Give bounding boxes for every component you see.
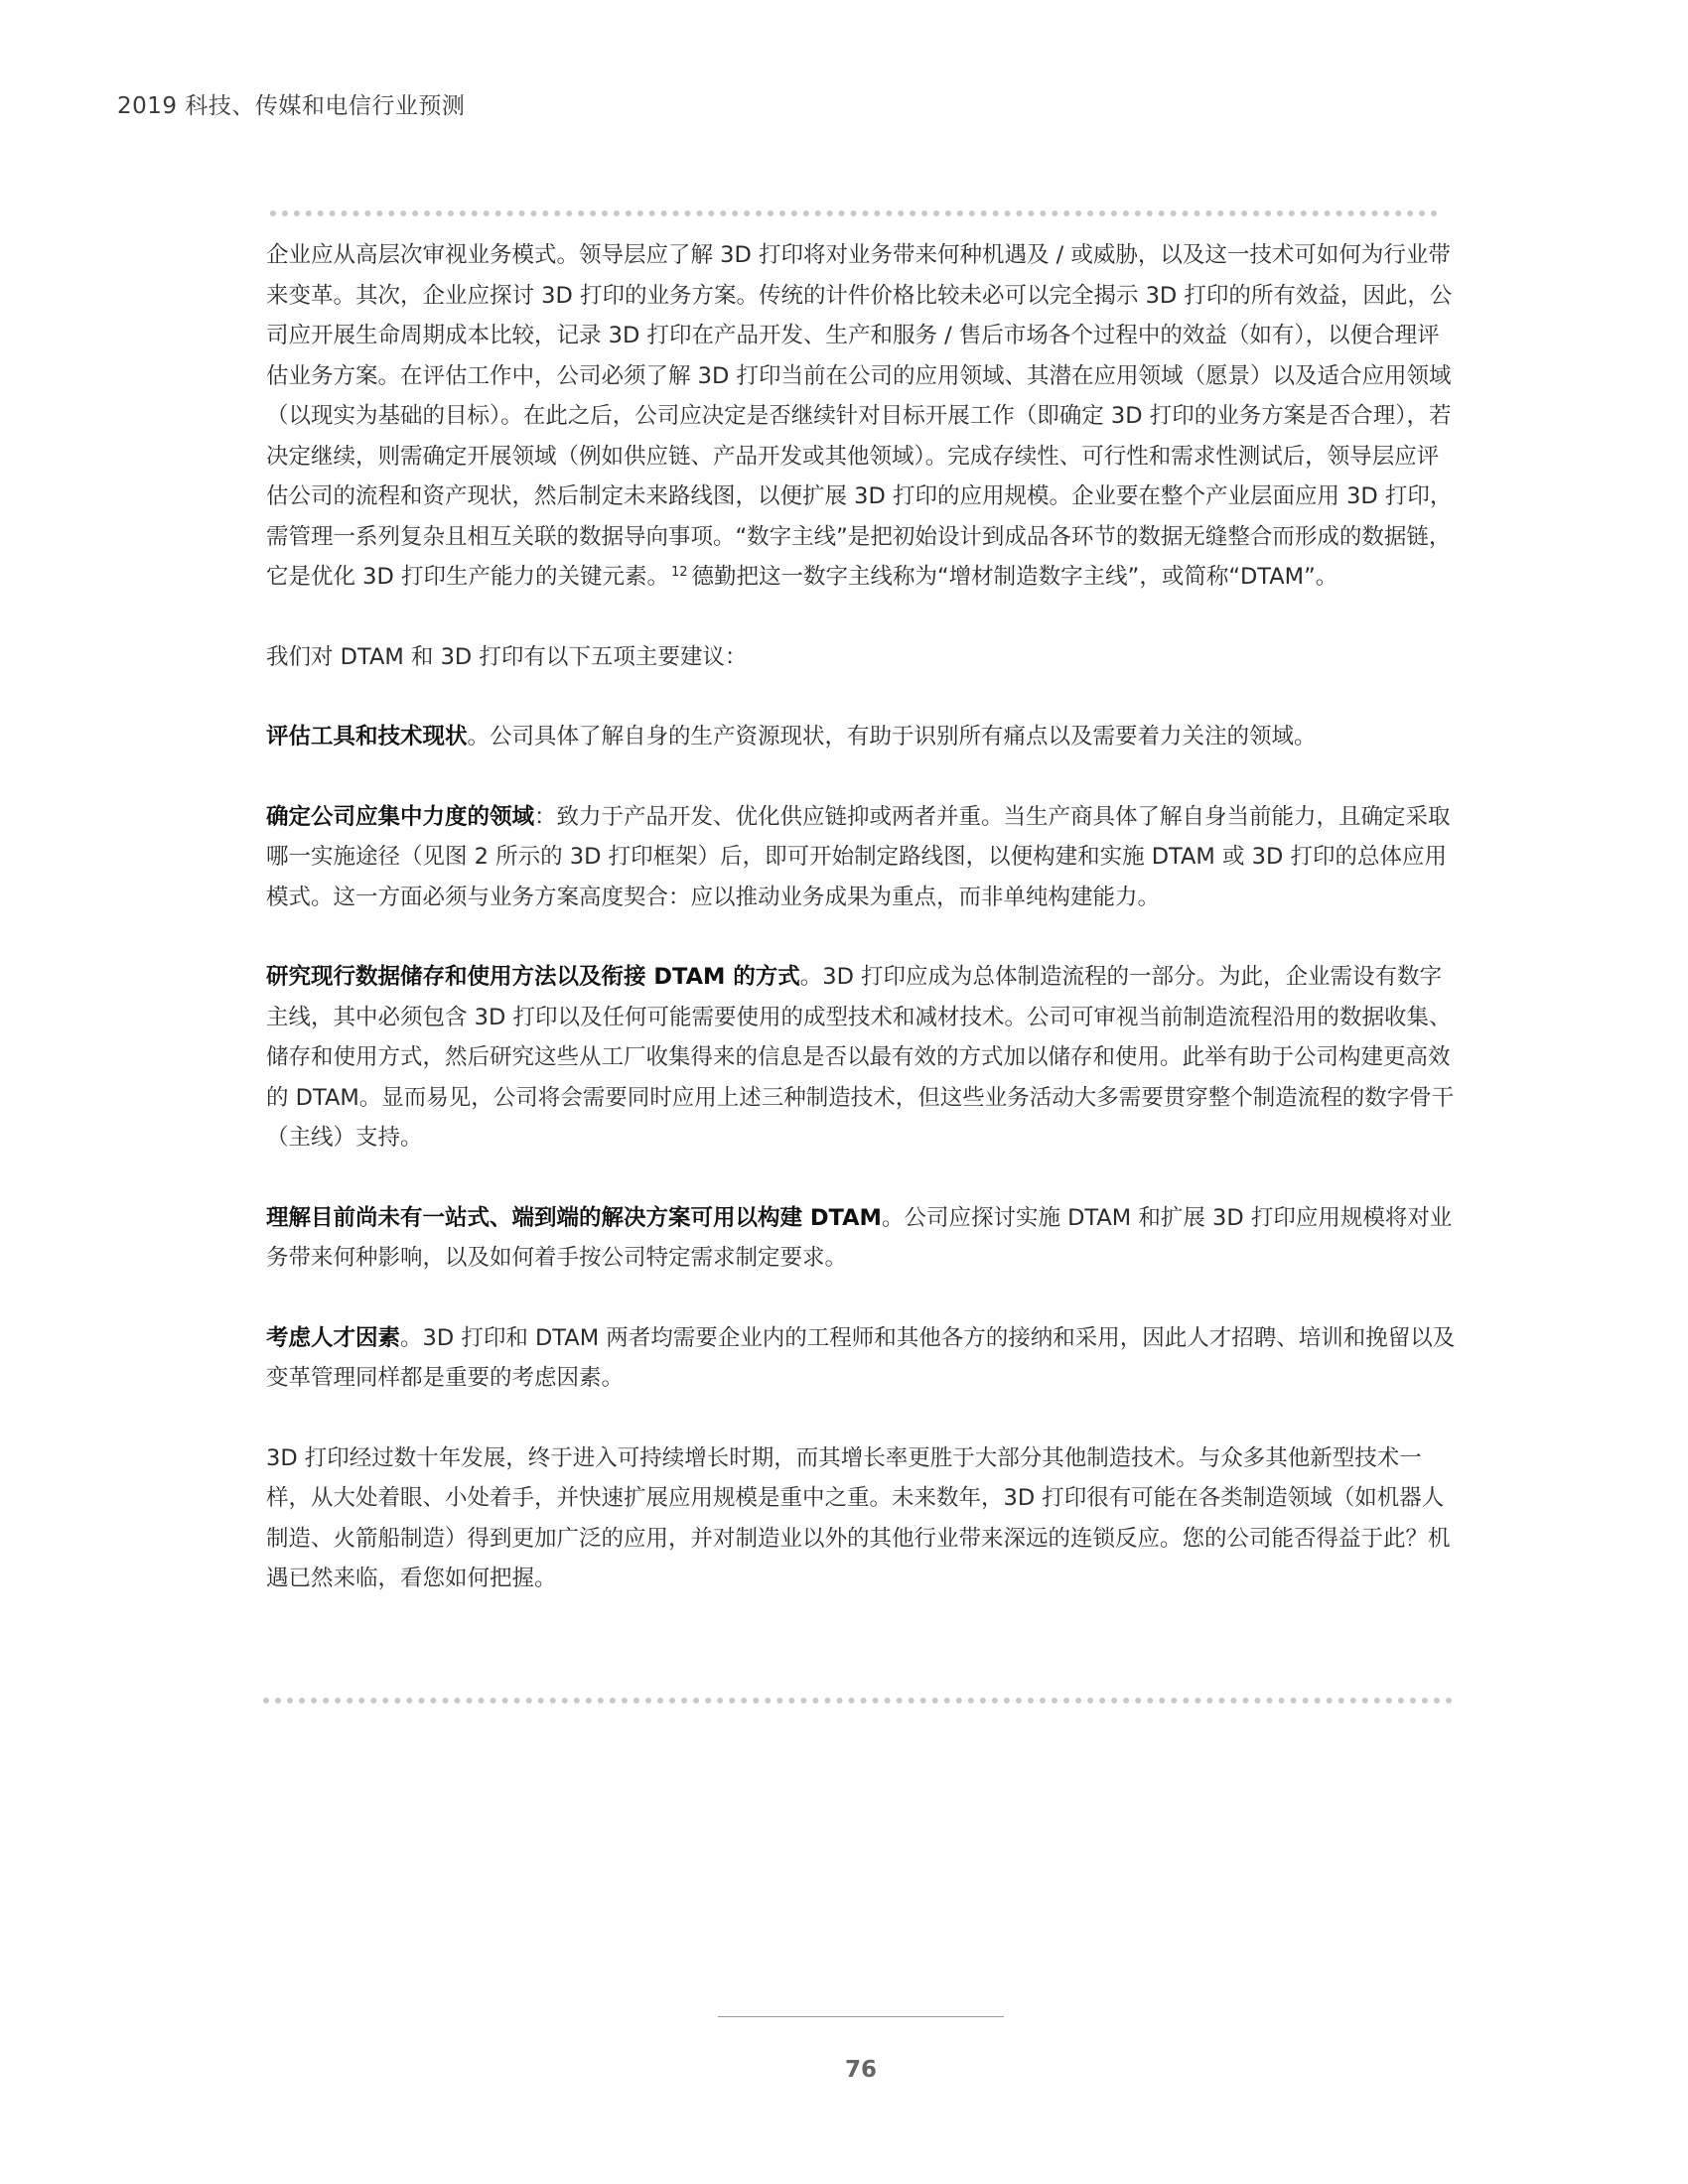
recommendation-text: 3D 打印和 DTAM 两者均需要企业内的工程师和其他各方的接纳和采用，因此人才招聘、培训和挽留以及变革管理同样都是重要的考虑因素。 — [266, 1324, 1456, 1391]
recommendation-title: 评估工具和技术现状 — [266, 724, 468, 750]
conclusion-paragraph: 3D 打印经过数十年发展，终于进入可持续增长时期，而其增长率更胜于大部分其他制造技术。与众多其他新型技术一样，从大处着眼、小处着手，并快速扩展应用规模是重中之重。未来数年，3D 打印很有可能在各类制造领域（如机器人制造、火箭船制造）得到更加广泛的应用，并对制造业以外的其他行业带来深远的连锁反应。您的公司能否得益于此？机遇已然来临，看您如何把握。 — [266, 1444, 1451, 1591]
recommendations-intro: 我们对 DTAM 和 3D 打印有以下五项主要建议： — [266, 643, 748, 670]
recommendation-separator: 。 — [467, 724, 491, 750]
recommendation-text: 公司具体了解自身的生产资源现状，有助于识别所有痛点以及需要着力关注的领域。 — [490, 724, 1317, 750]
recommendation-separator: 。 — [881, 1204, 905, 1231]
bottom-dotted-divider — [263, 1698, 1453, 1704]
recommendation-item — [266, 957, 1458, 1159]
recommendation-title: 理解目前尚未有一站式、端到端的解决方案可用以构建 DTAM — [266, 1204, 882, 1231]
running-header: 2019 科技、传媒和电信行业预测 — [117, 93, 466, 119]
intro-text-continued: 德勤把这一数字主线称为“增材制造数字主线”，或简称“DTAM”。 — [691, 564, 1338, 590]
recommendation-title: 考虑人才因素 — [266, 1324, 401, 1351]
recommendation-text: 3D 打印应成为总体制造流程的一部分。为此，企业需设有数字主线，其中必须包含 3D 打印以及任何可能需要使用的成型技术和减材技术。公司可审视当前制造流程沿用的数据收集、储存和使用方式，然后研究这些从工厂收集得来的信息是否以最有效的方式加以储存和使用。此举有助于公司构建更高效的 DTAM。显而易见，公司将会需要同时应用上述三种制造技术，但这些业务活动大多需要贯穿整个制造流程的数字骨干（主线）支持。 — [266, 964, 1455, 1151]
footnote-marker[interactable]: 12 — [670, 564, 688, 580]
recommendation-title: 研究现行数据储存和使用方法以及衔接 DTAM 的方式 — [266, 964, 800, 990]
intro-paragraph — [266, 235, 1458, 598]
recommendation-text: 公司应探讨实施 DTAM 和扩展 3D 打印应用规模将对业务带来何种影响，以及如何着手按公司特定需求制定要求。 — [266, 1204, 1453, 1271]
recommendation-item — [266, 797, 1458, 918]
recommendation-item — [266, 717, 1458, 757]
footer-divider — [718, 2016, 1004, 2017]
recommendation-separator: 。 — [799, 964, 823, 990]
page-number: 76 — [844, 2057, 877, 2083]
top-dotted-divider — [270, 210, 1438, 216]
recommendation-text: 致力于产品开发、优化供应链抑或两者并重。当生产商具体了解自身当前能力，且确定采取哪一实施途径（见图 2 所示的 3D 打印框架）后，即可开始制定路线图，以便构建和实施 DTAM 或 3D 打印的总体应用模式。这一方面必须与业务方案高度契合：应以推动业务成果为重点，而非单纯构建能力。 — [266, 803, 1451, 910]
recommendation-title: 确定公司应集中力度的领域 — [266, 803, 535, 830]
recommendation-item — [266, 1198, 1458, 1279]
intro-text: 企业应从高层次审视业务模式。领导层应了解 3D 打印将对业务带来何种机遇及 / 或威胁，以及这一技术可如何为行业带来变革。其次，企业应探讨 3D 打印的业务方案。传统的计件价格比较未必可以完全揭示 3D 打印的所有效益，因此，公司应开展生命周期成本比较，记录 3D 打印在产品开发、生产和服务 / 售后市场各个过程中的效益（如有），以便合理评估业务方案。在评估工作中，公司必须了解 3D 打印当前在公司的应用领域、其潜在应用领域（愿景）以及适合应用领域（以现实为基础的目标）。在此之后，公司应决定是否继续针对目标开展工作（即确定 3D 打印的业务方案是否合理），若决定继续，则需确定开展领域（例如供应链、产品开发或其他领域）。完成存续性、可行性和需求性测试后，领导层应评估公司的流程和资产现状，然后制定未来路线图，以便扩展 3D 打印的应用规模。企业要在整个产业层面应用 3D 打印，需管理一系列复杂且相互关联的数据导向事项。“数字主线”是把初始设计到成品各环节的数据无缝整合而形成的数据链，它是优化 3D 打印生产能力的关键元素。 — [266, 242, 1453, 590]
article-body — [266, 235, 1458, 1639]
recommendation-item — [266, 1318, 1458, 1399]
recommendation-separator: 。 — [400, 1324, 423, 1351]
recommendation-separator: ： — [534, 803, 557, 830]
